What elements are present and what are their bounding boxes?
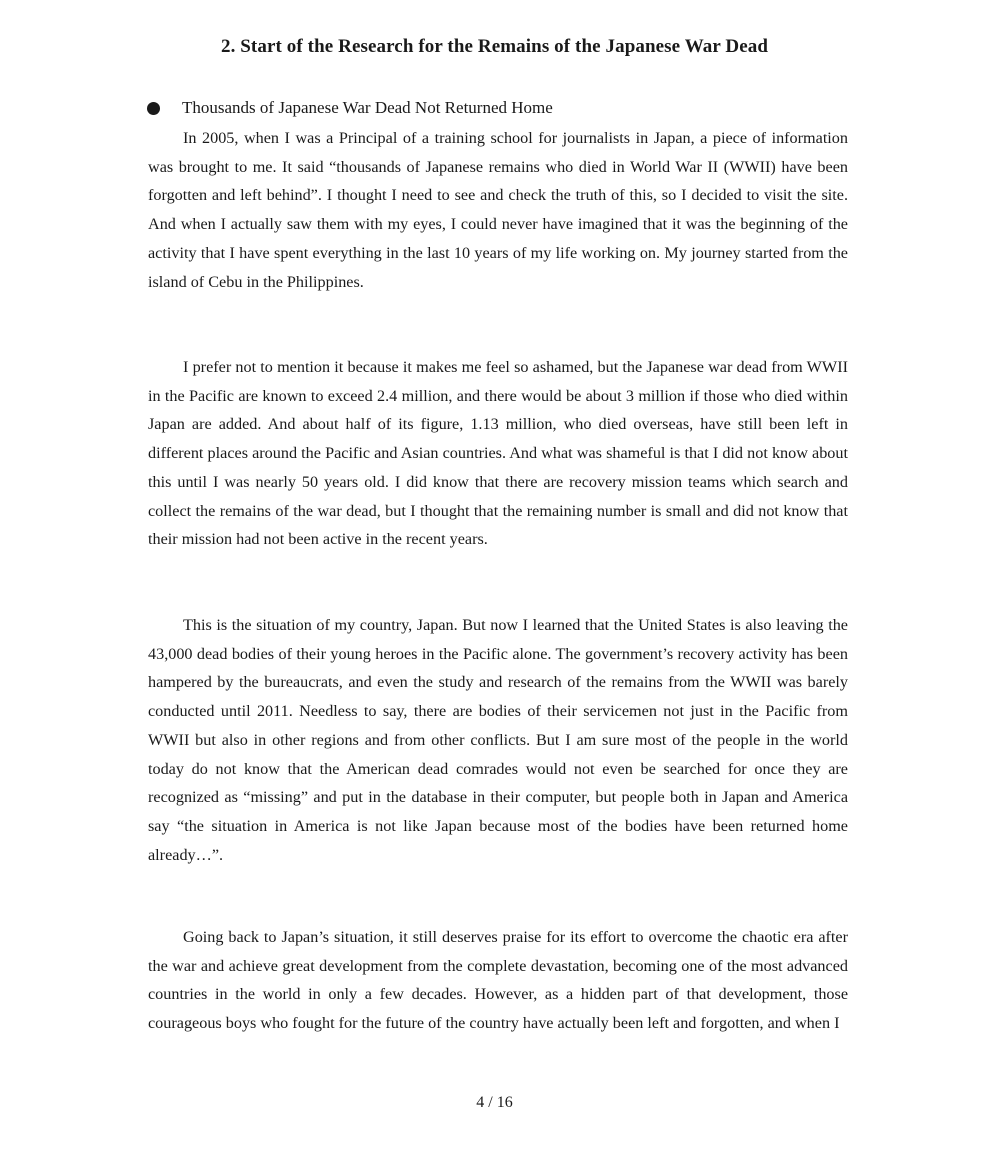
- paragraph-1: In 2005, when I was a Principal of a training school for journalists in Japan, a piece of information was brought to me. It said “thousands of Japanese remains who died in World War II (WWII) have been forgotten and left behind”. I thought I need to see and check the truth of this, so I decided to visit the site. And when I actually saw them with my eyes, I could never have imagined that it was the beginning of the activity that I have spent everything in the last 10 years of my life working on. My journey started from the island of Cebu in the Philippines.: [148, 129, 848, 291]
- paragraph-4-block: [148, 923, 848, 1038]
- paragraph-1-block: [148, 124, 848, 296]
- paragraph-3-block: [148, 611, 848, 869]
- paragraph-2: I prefer not to mention it because it makes me feel so ashamed, but the Japanese war dead from WWII in the Pacific are known to exceed 2.4 million, and there would be about 3 million if those who died within Japan are added. And about half of its figure, 1.13 million, who died overseas, have still been left in different places around the Pacific and Asian countries. And what was shameful is that I did not know about this until I was nearly 50 years old. I did know that there are recovery mission teams which search and collect the remains of the war dead, but I thought that the remaining number is small and did not know that their mission had not been active in the recent years.: [148, 358, 848, 549]
- subsection-heading: [147, 96, 553, 120]
- subsection-heading-text: Thousands of Japanese War Dead Not Returned Home: [182, 98, 553, 117]
- paragraph-3: This is the situation of my country, Japan. But now I learned that the United States is also leaving the 43,000 dead bodies of their young heroes in the Pacific alone. The government’s recovery activity has been hampered by the bureaucrats, and even the study and research of the remains from the WWII was barely conducted until 2011. Needless to say, there are bodies of their servicemen not just in the Pacific from WWII but also in other regions and from other conflicts. But I am sure most of the people in the world today do not know that the American dead comrades would not even be searched for once they are recognized as “missing” and put in the database in their computer, but people both in Japan and America say “the situation in America is not like Japan because most of the bodies have been returned home already…”.: [148, 616, 848, 864]
- section-title: 2. Start of the Research for the Remains of the Japanese War Dead: [220, 36, 769, 57]
- paragraph-2-block: [148, 353, 848, 554]
- page-number: 4 / 16: [476, 1094, 513, 1111]
- bullet-icon: [147, 102, 160, 115]
- paragraph-4: Going back to Japan’s situation, it still deserves praise for its effort to overcome the chaotic era after the war and achieve great development from the complete devastation, becoming one of the most advanced countries in the world in only a few decades. However, as a hidden part of that development, those courageous boys who fought for the future of the country have actually been left and forgotten, and when I: [148, 928, 848, 1033]
